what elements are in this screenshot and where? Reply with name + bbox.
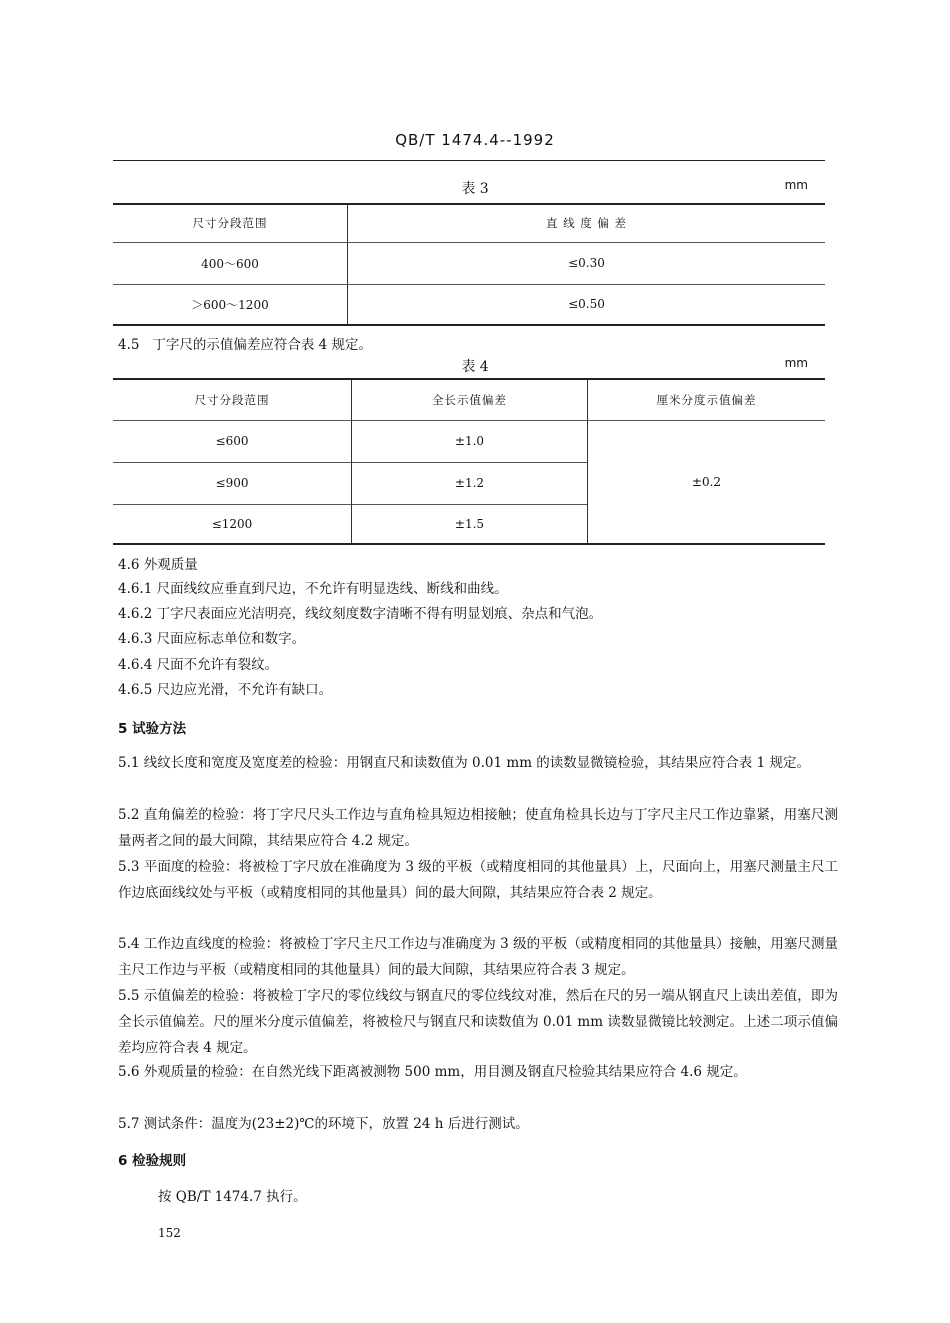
list-item: 4.6.1 尺面线纹应垂直到尺边，不允许有明显迭线、断线和曲线。 xyxy=(118,581,508,597)
list-item: 5.3 平面度的检验：将被检丁字尺放在准确度为 3 级的平板（或精度相同的其他量具）上，尺面向上，用塞尺测量主尺工作边底面线纹处与平板（或精度相同的其他量具）间的最大间隙，其结果应符合表 2 规定。 xyxy=(118,859,838,901)
table4-cell: ±1.2 xyxy=(352,462,588,504)
sec-6-text: 按 QB/T 1474.7 执行。 xyxy=(158,1189,307,1205)
table4-cell: ≤900 xyxy=(113,462,352,504)
table-row xyxy=(113,420,825,462)
page-number: 152 xyxy=(158,1226,181,1240)
table-row xyxy=(113,284,825,325)
table4-cell: ≤600 xyxy=(113,420,352,462)
table-header-row xyxy=(113,204,825,242)
clause-4-5-text: 丁字尺的示值偏差应符合表 4 规定。 xyxy=(152,337,373,353)
table4-header-size: 尺寸分段范围 xyxy=(113,379,352,420)
table-row xyxy=(113,242,825,284)
table4-header-cm-division: 厘米分度示值偏差 xyxy=(588,379,826,420)
table4 xyxy=(113,378,825,545)
table3-cell: ≤0.30 xyxy=(348,242,826,284)
table3 xyxy=(113,203,825,326)
sec-5-heading: 5 试验方法 xyxy=(118,721,187,737)
table3-cell: ＞600～1200 xyxy=(113,284,348,325)
table-header-row xyxy=(113,379,825,420)
standard-header: QB/T 1474.4--1992 xyxy=(395,131,555,149)
table3-cell: 400～600 xyxy=(113,242,348,284)
sec-6-heading: 6 检验规则 xyxy=(118,1153,187,1169)
table3-cell: ≤0.50 xyxy=(348,284,826,325)
table3-caption: 表 3 xyxy=(461,181,489,197)
list-item: 4.6.4 尺面不允许有裂纹。 xyxy=(118,657,279,673)
sec-4-6-heading: 4.6 外观质量 xyxy=(118,557,198,573)
table4-cell: ±1.5 xyxy=(352,504,588,544)
list-item: 5.5 示值偏差的检验：将被检丁字尺的零位线纹与钢直尺的零位线纹对准，然后在尺的另一端从钢直尺上读出差值，即为全长示值偏差。尺的厘米分度示值偏差，将被检尺与钢直尺和读数值为 0.01 mm 读数显微镜比较测定。上述二项示值偏差均应符合表 4 规定。 xyxy=(118,988,838,1056)
table3-header-straightness: 直 线 度 偏 差 xyxy=(348,204,826,242)
table3-header-size: 尺寸分段范围 xyxy=(113,204,348,242)
clause-4-5 xyxy=(118,335,838,355)
table3-unit: mm xyxy=(784,178,808,192)
list-item: 5.1 线纹长度和宽度及宽度差的检验：用钢直尺和读数值为 0.01 mm 的读数显微镜检验，其结果应符合表 1 规定。 xyxy=(118,755,810,771)
table4-cell: ≤1200 xyxy=(113,504,352,544)
header-rule xyxy=(113,160,825,161)
table4-unit: mm xyxy=(784,356,808,370)
list-item: 4.6.5 尺边应光滑，不允许有缺口。 xyxy=(118,682,333,698)
list-item: 5.2 直角偏差的检验：将丁字尺尺头工作边与直角检具短边相接触；使直角检具长边与丁字尺主尺工作边靠紧，用塞尺测量两者之间的最大间隙，其结果应符合 4.2 规定。 xyxy=(118,807,838,849)
table4-caption: 表 4 xyxy=(461,359,489,375)
list-item: 5.6 外观质量的检验：在自然光线下距离被测物 500 mm，用目测及钢直尺检验其结果应符合 4.6 规定。 xyxy=(118,1064,747,1080)
clause-4-5-number: 4.5 xyxy=(118,337,140,353)
table4-merged-cell: ±0.2 xyxy=(588,420,826,544)
table4-cell: ±1.0 xyxy=(352,420,588,462)
list-item: 4.6.2 丁字尺表面应光洁明亮，线纹刻度数字清晰不得有明显划痕、杂点和气泡。 xyxy=(118,606,603,622)
list-item: 5.7 测试条件：温度为(23±2)℃的环境下，放置 24 h 后进行测试。 xyxy=(118,1116,529,1132)
table4-header-full-length: 全长示值偏差 xyxy=(352,379,588,420)
list-item: 4.6.3 尺面应标志单位和数字。 xyxy=(118,631,306,647)
list-item: 5.4 工作边直线度的检验：将被检丁字尺主尺工作边与准确度为 3 级的平板（或精度相同的其他量具）接触，用塞尺测量主尺工作边与平板（或精度相同的其他量具）间的最大间隙，其结果应符合表 3 规定。 xyxy=(118,936,838,978)
